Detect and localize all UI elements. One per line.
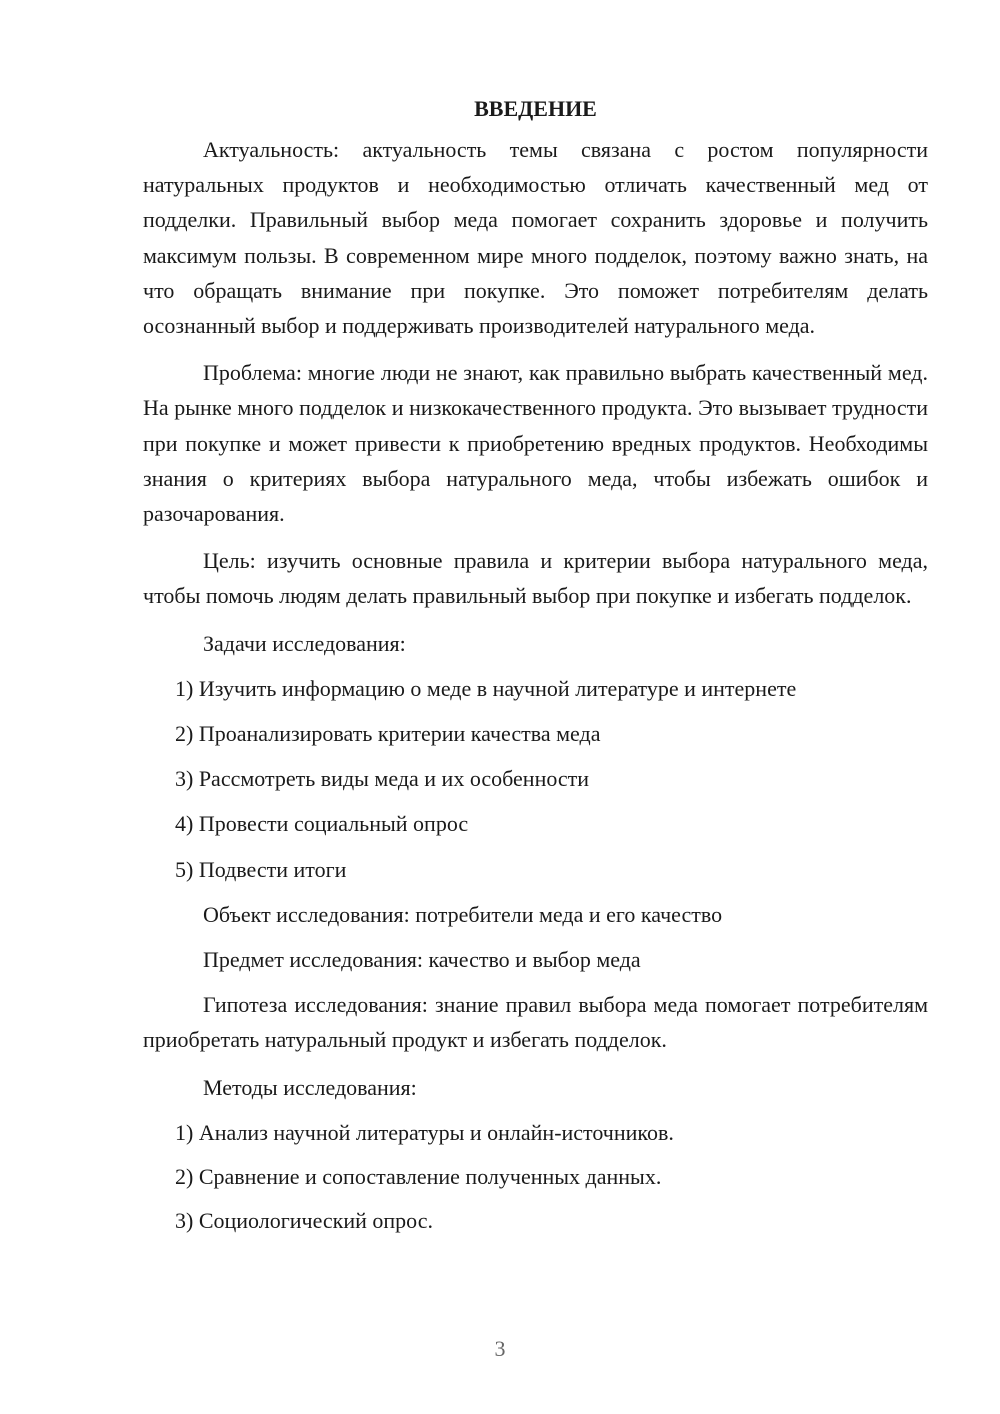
page-content [143,92,928,1247]
paragraph-problem: Проблема: многие люди не знают, как правильно выбрать качественный мед. На рынке много подделок и низкокачественного продукта. Это вызывает трудности при покупке и может привести к приобретению вредных продуктов. Необходимы знания о критериях выбора натурального меда, чтобы избежать ошибок и разочарования. [143,360,928,527]
list-item: 2) Проанализировать критерии качества меда [175,721,601,747]
paragraph-hypothesis: Гипотеза исследования: знание правил выбора меда помогает потребителям приобретать натуральный продукт и избегать подделок. [143,992,928,1053]
methods-list [143,1115,928,1239]
list-item: 4) Провести социальный опрос [175,811,469,837]
page-title: ВВЕДЕНИЕ [474,96,597,121]
methods-label: Методы исследования: [203,1074,417,1100]
subject-line: Предмет исследования: качество и выбор меда [203,947,641,973]
tasks-label: Задачи исследования: [203,630,406,656]
page-number: 3 [494,1336,506,1361]
paragraph-relevance: Актуальность: актуальность темы связана с ростом популярности натуральных продуктов и необходимостью отличать качественный мед от подделки. Правильный выбор меда помогает сохранить здоровье и получить максимум пользы. В современном мире много подделок, поэтому важно знать, на что обращать внимание при покупке. Это поможет потребителям делать осознанный выбор и поддерживать производителей натурального меда. [143,137,928,339]
list-item: 2) Сравнение и сопоставление полученных данных. [175,1164,662,1190]
list-item: 3) Рассмотреть виды меда и их особенности [175,766,590,792]
list-item: 1) Анализ научной литературы и онлайн-источников. [175,1119,674,1145]
object-line: Объект исследования: потребители меда и его качество [203,901,723,927]
list-item: 5) Подвести итоги [175,856,347,882]
tasks-list [143,671,928,887]
list-item: 1) Изучить информацию о меде в научной литературе и интернете [175,675,797,701]
paragraph-goal: Цель: изучить основные правила и критерии выбора натурального меда, чтобы помочь людям делать правильный выбор при покупке и избегать подделок. [143,548,928,609]
list-item: 3) Социологический опрос. [175,1208,433,1234]
